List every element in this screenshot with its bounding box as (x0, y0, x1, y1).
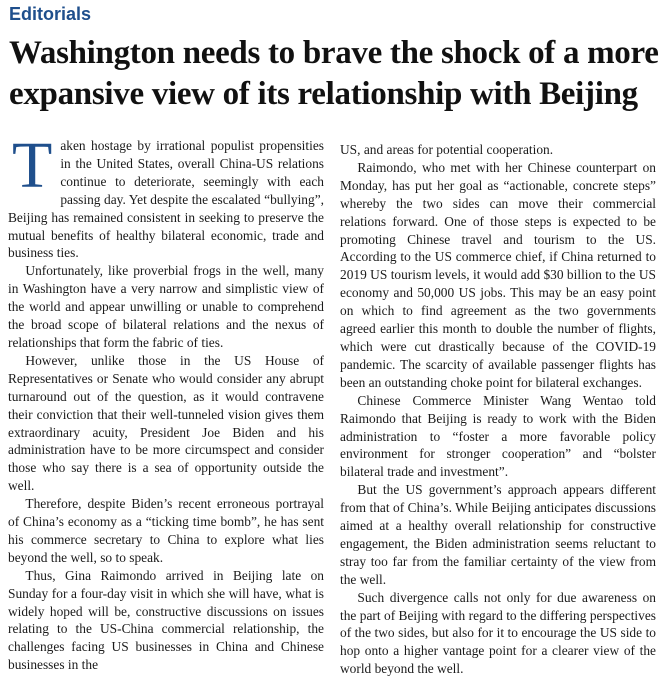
drop-cap: T (12, 137, 53, 202)
paragraph-3: However, unlike those in the US House of Representatives or Senate who would consider any abrupt turnaround out of the question, as it would contravene their conviction that their well-tunneled vision gives them extraordinary acuity, President Joe Biden and his administration have to be more circumspect and consider those who say there is a sea of opportunity outside the well. (8, 352, 324, 494)
paragraph-5: Thus, Gina Raimondo arrived in Beijing late on Sunday for a four-day visit in which she will have, what is widely hoped will be, constructive discussions on issues relating to the US-China commercial relationship, the challenges facing US businesses in China and Chinese businesses in the (8, 567, 324, 673)
paragraph-4: Therefore, despite Biden’s recent erroneous portrayal of China’s economy as a “ticking time bomb”, he has sent his commerce secretary to China to explore what lies beyond the well, so to speak. (8, 496, 324, 565)
headline-line-1: Washington needs to brave the shock of a more (9, 35, 659, 71)
paragraph-7: Chinese Commerce Minister Wang Wentao told Raimondo that Beijing is ready to work with the Biden administration to “foster a more favorable policy environment for stronger cooperation” and “bolster bilateral trade and investment”. (340, 392, 656, 480)
paragraph-2: Unfortunately, like proverbial frogs in the well, many in Washington have a very narrow and simplistic view of the world and appear unwilling or unable to comprehend the broad scope of bilateral relations and the nexus of relationships that form the fabric of ties. (8, 263, 324, 350)
article-column-right (340, 141, 656, 695)
paragraph-5-continuation: US, and areas for potential cooperation. (340, 142, 554, 157)
article-column-left (8, 137, 324, 691)
headline (9, 33, 659, 115)
paragraph-1-text: aken hostage by irrational populist propensities in the United States, overall China-US relations continue to deteriorate, seemingly with each passing day. Yet despite the escalated “bullying”, Beijing has remained consistent in seeking to preserve the mutual benefits of healthy bilateral economic, trade and business ties. (8, 138, 324, 261)
headline-line-2: expansive view of its relationship with Beijing (9, 76, 638, 112)
paragraph-8: But the US government’s approach appears different from that of China’s. While Beijing anticipates discussions aimed at a healthy overall relationship for constructive engagement, the Biden administration seems reluctant to stray too far from the familiar certainty of the view from the well. (340, 482, 656, 587)
section-label: Editorials (9, 4, 92, 24)
paragraph-9: Such divergence calls not only for due awareness on the part of Beijing with regard to the differing perspectives of the two sides, but also for it to encourage the US side to hop onto a higher vantage point for a clearer view of the world beyond the well. (340, 589, 656, 677)
paragraph-6: Raimondo, who met with her Chinese counterpart on Monday, has put her goal as “actionable, concrete steps” whereby the two sides can move their commercial relations forward. One of those steps is expected to be promoting Chinese travel and tourism to the US. According to the US commerce chief, if China returned to 2019 US tourism levels, it would add $30 billion to the US economy and 50,000 US jobs. This may be an easy point on which to find agreement as the two governments agreed earlier this month to double the number of flights, which were cut drastically because of the COVID-19 pandemic. The scarcity of available passenger flights has been an outstanding choke point for bilateral exchanges. (340, 159, 656, 390)
paragraph-1 (8, 137, 324, 262)
